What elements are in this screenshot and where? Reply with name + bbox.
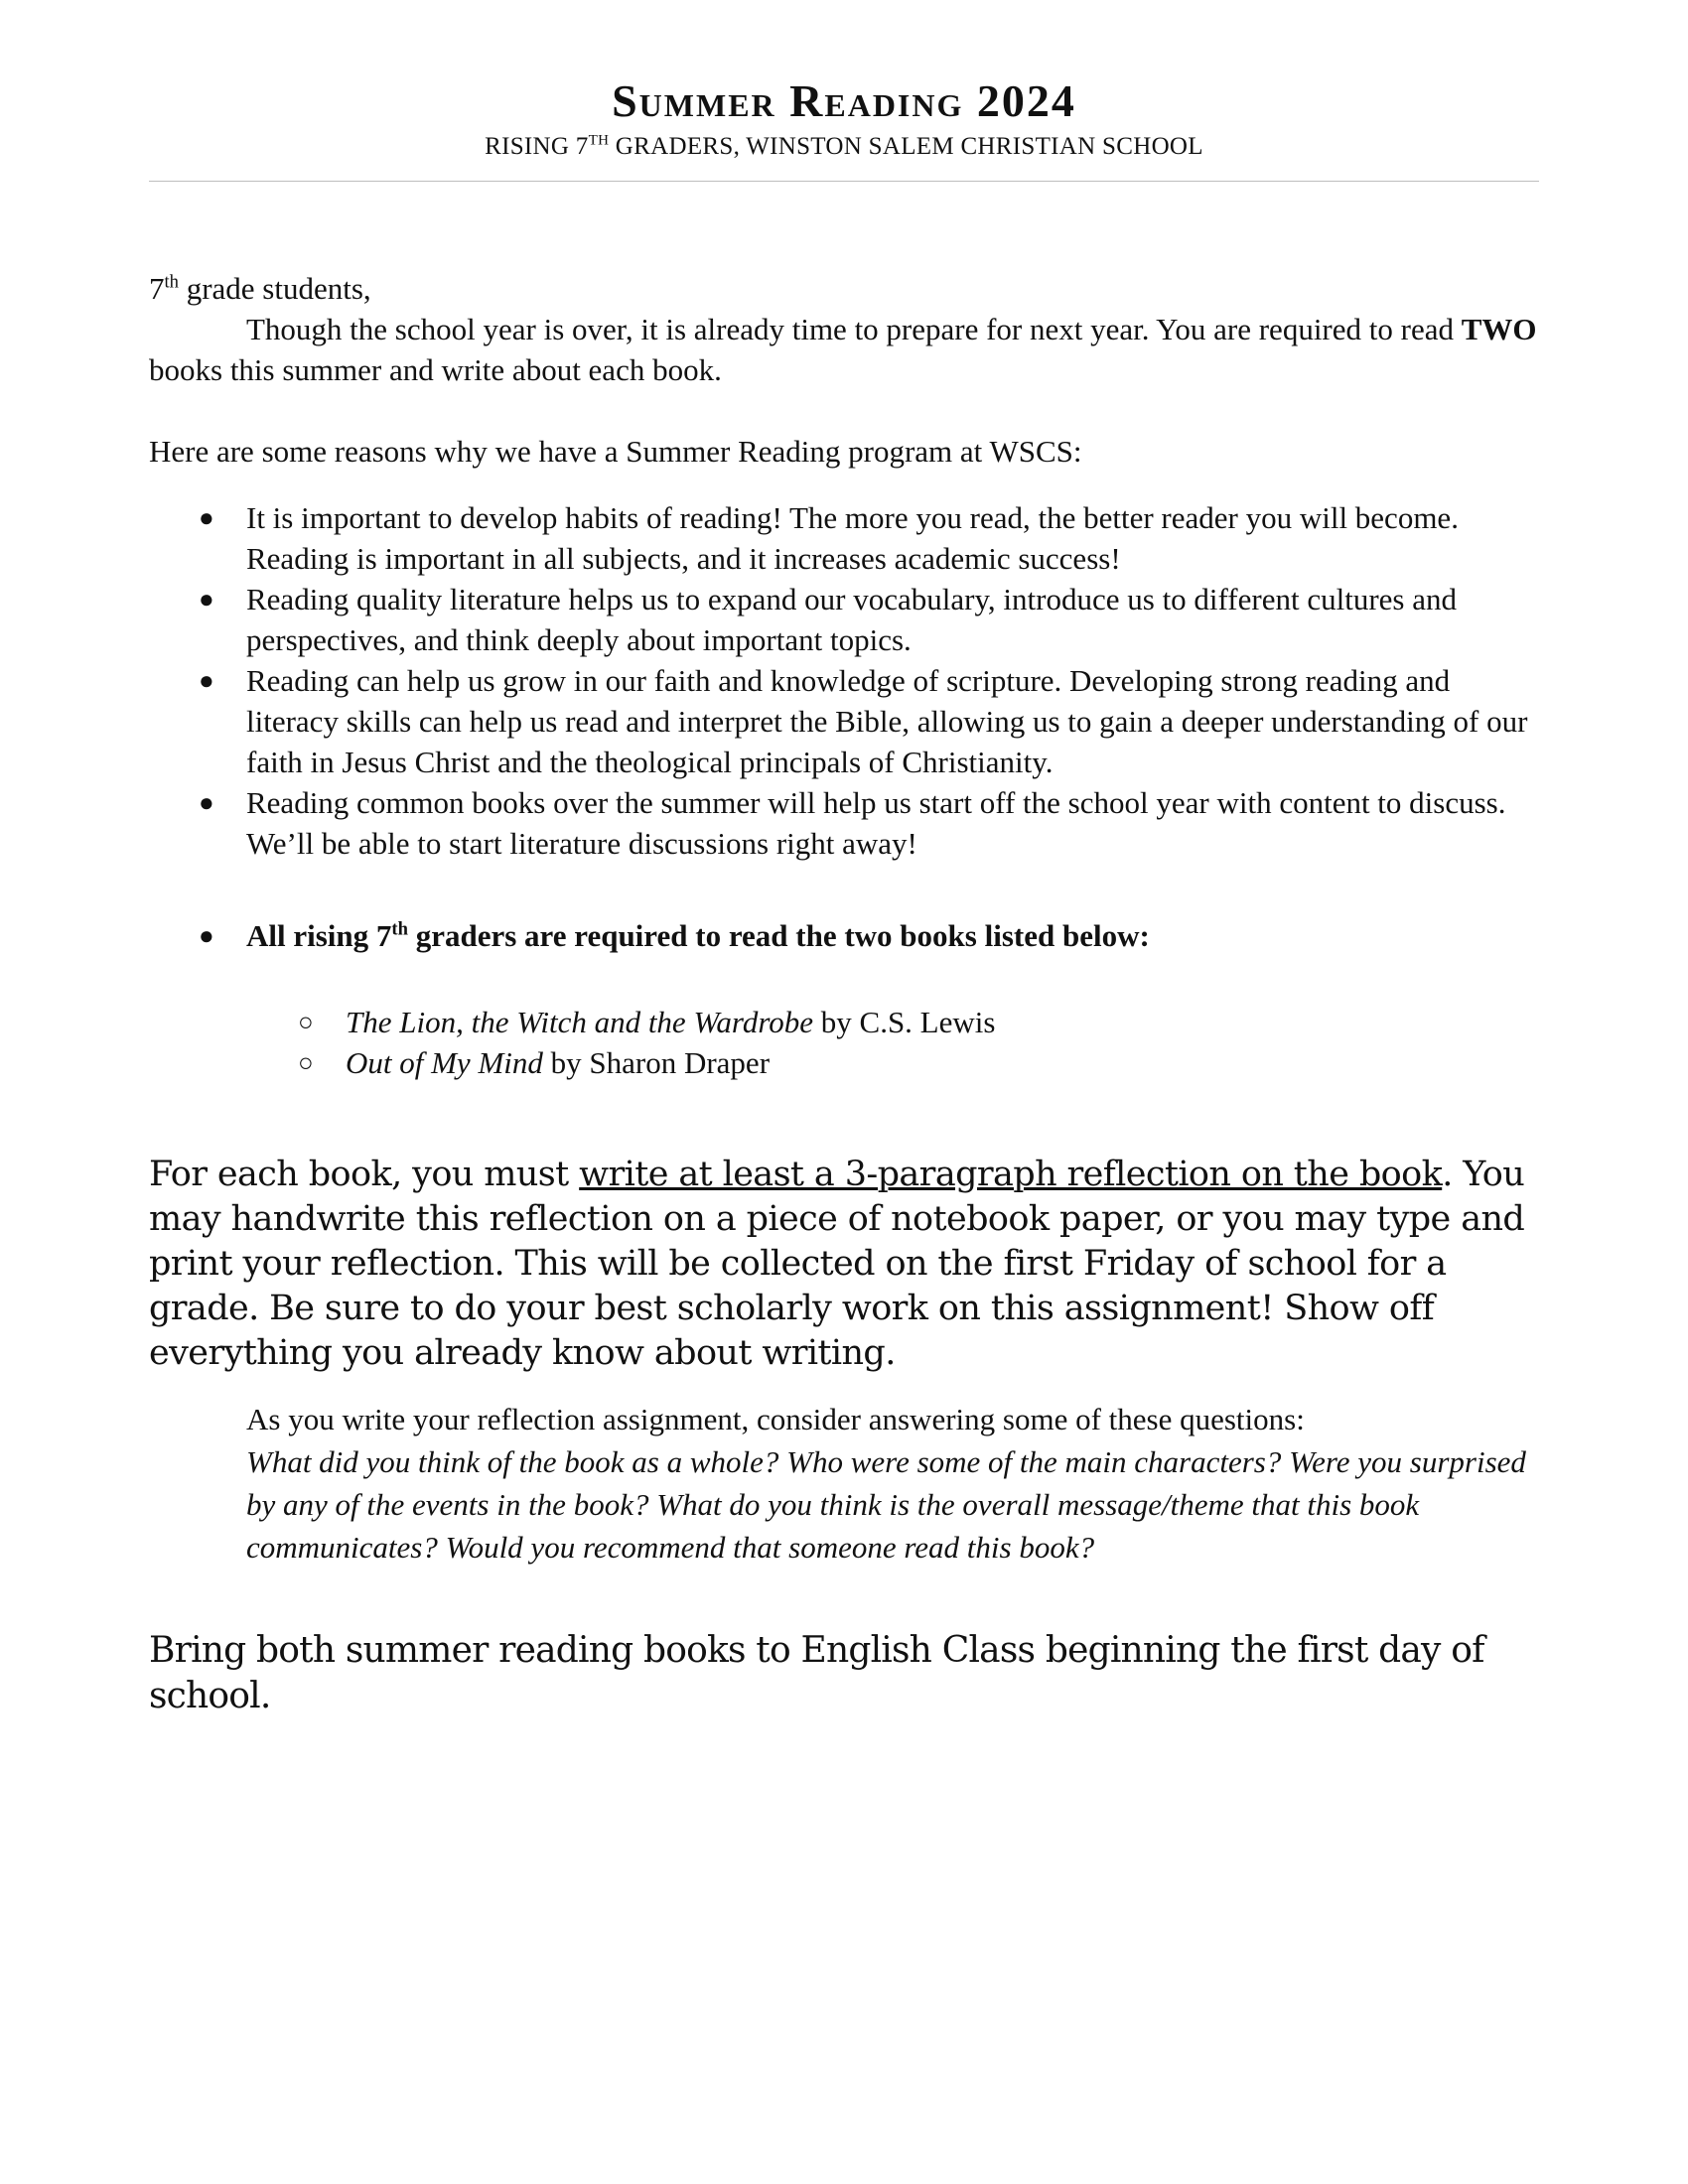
closing-note: Bring both summer reading books to English Class beginning the first day of school. [149,1630,1484,1716]
intro-paragraph [149,309,1539,390]
bullet-icon: ● [199,921,214,950]
book-item [149,1002,1539,1042]
salutation-superscript: th [164,271,179,293]
page-subtitle [149,131,1539,163]
subtitle-superscript: TH [588,132,610,149]
list-item [149,579,1539,660]
salutation-text: grade students, [178,271,371,306]
questions-block [246,1398,1537,1569]
intro-emphasis: TWO [1461,312,1537,346]
book-list [149,1002,1539,1083]
list-item [149,660,1539,782]
subtitle-prefix: RISING 7 [485,133,589,160]
reason-text: It is important to develop habits of reading! The more you read, the better reader you will become. Reading is important in all subjects, and it increases academic success! [246,500,1459,576]
assignment-paragraph [149,1153,1539,1376]
list-item [149,497,1539,579]
requirement-text [149,915,1539,956]
hollow-bullet-icon: ○ [298,1008,314,1036]
book-author: by Sharon Draper [542,1045,771,1080]
book-title: The Lion, the Witch and the Wardrobe [346,1005,814,1039]
document-header [149,73,1539,163]
requirement-suffix: graders are required to read the two books listed below: [407,918,1150,953]
subtitle-suffix: GRADERS, WINSTON SALEM CHRISTIAN SCHOOL [609,133,1203,160]
header-divider [149,181,1539,182]
list-item [149,782,1539,864]
assignment-underlined: write at least a 3-paragraph reflection on the book [579,1155,1443,1194]
book-author: by C.S. Lewis [813,1005,996,1039]
questions-text: What did you think of the book as a whole? Who were some of the main characters? Were you surprised by any of the events in the book? What do you think is the overall message/theme that this book communicates? Would you recommend that someone read this book? [246,1444,1526,1565]
hollow-bullet-icon: ○ [298,1048,314,1077]
reason-text: Reading can help us grow in our faith and knowledge of scripture. Developing strong reading and literacy skills can help us read and interpret the Bible, allowing us to gain a deeper understanding of our faith in Jesus Christ and the theological principals of Christianity. [246,663,1528,779]
requirement-item [149,915,1539,956]
bullet-icon: ● [199,788,214,817]
questions-intro: As you write your reflection assignment, consider answering some of these questions: [246,1402,1305,1436]
requirement-superscript: th [391,918,408,940]
reason-text: Reading quality literature helps us to expand our vocabulary, introduce us to different cultures and perspectives, and think deeply about important topics. [246,582,1457,657]
reason-text: Reading common books over the summer will help us start off the school year with content to discuss. We’ll be able to start literature discussions right away! [246,785,1506,861]
assignment-part-2: . You may handwrite this reflection on a piece of notebook paper, or you may type and print your reflection. This will be collected on the first Friday of school for a grade. Be sure to do your best scholarly work on this assignment! Show off everything you already know about writing. [149,1155,1525,1373]
document-page [149,0,1539,2184]
intro-part-1: Though the school year is over, it is already time to prepare for next year. You are required to read [246,312,1462,346]
salutation [149,268,371,309]
book-item [149,1042,1539,1083]
book-title: Out of My Mind [346,1045,543,1080]
salutation-grade: 7 [149,271,165,306]
assignment-part-1: For each book, you must [149,1155,580,1194]
bullet-icon: ● [199,666,214,695]
intro-part-2: books this summer and write about each book. [149,352,722,387]
requirement-prefix: All rising 7 [246,918,392,953]
bullet-icon: ● [199,585,214,614]
bullet-icon: ● [199,503,214,532]
reasons-list [149,497,1539,864]
page-title: Summer Reading 2024 [612,75,1076,126]
reasons-intro: Here are some reasons why we have a Summer Reading program at WSCS: [149,434,1082,469]
